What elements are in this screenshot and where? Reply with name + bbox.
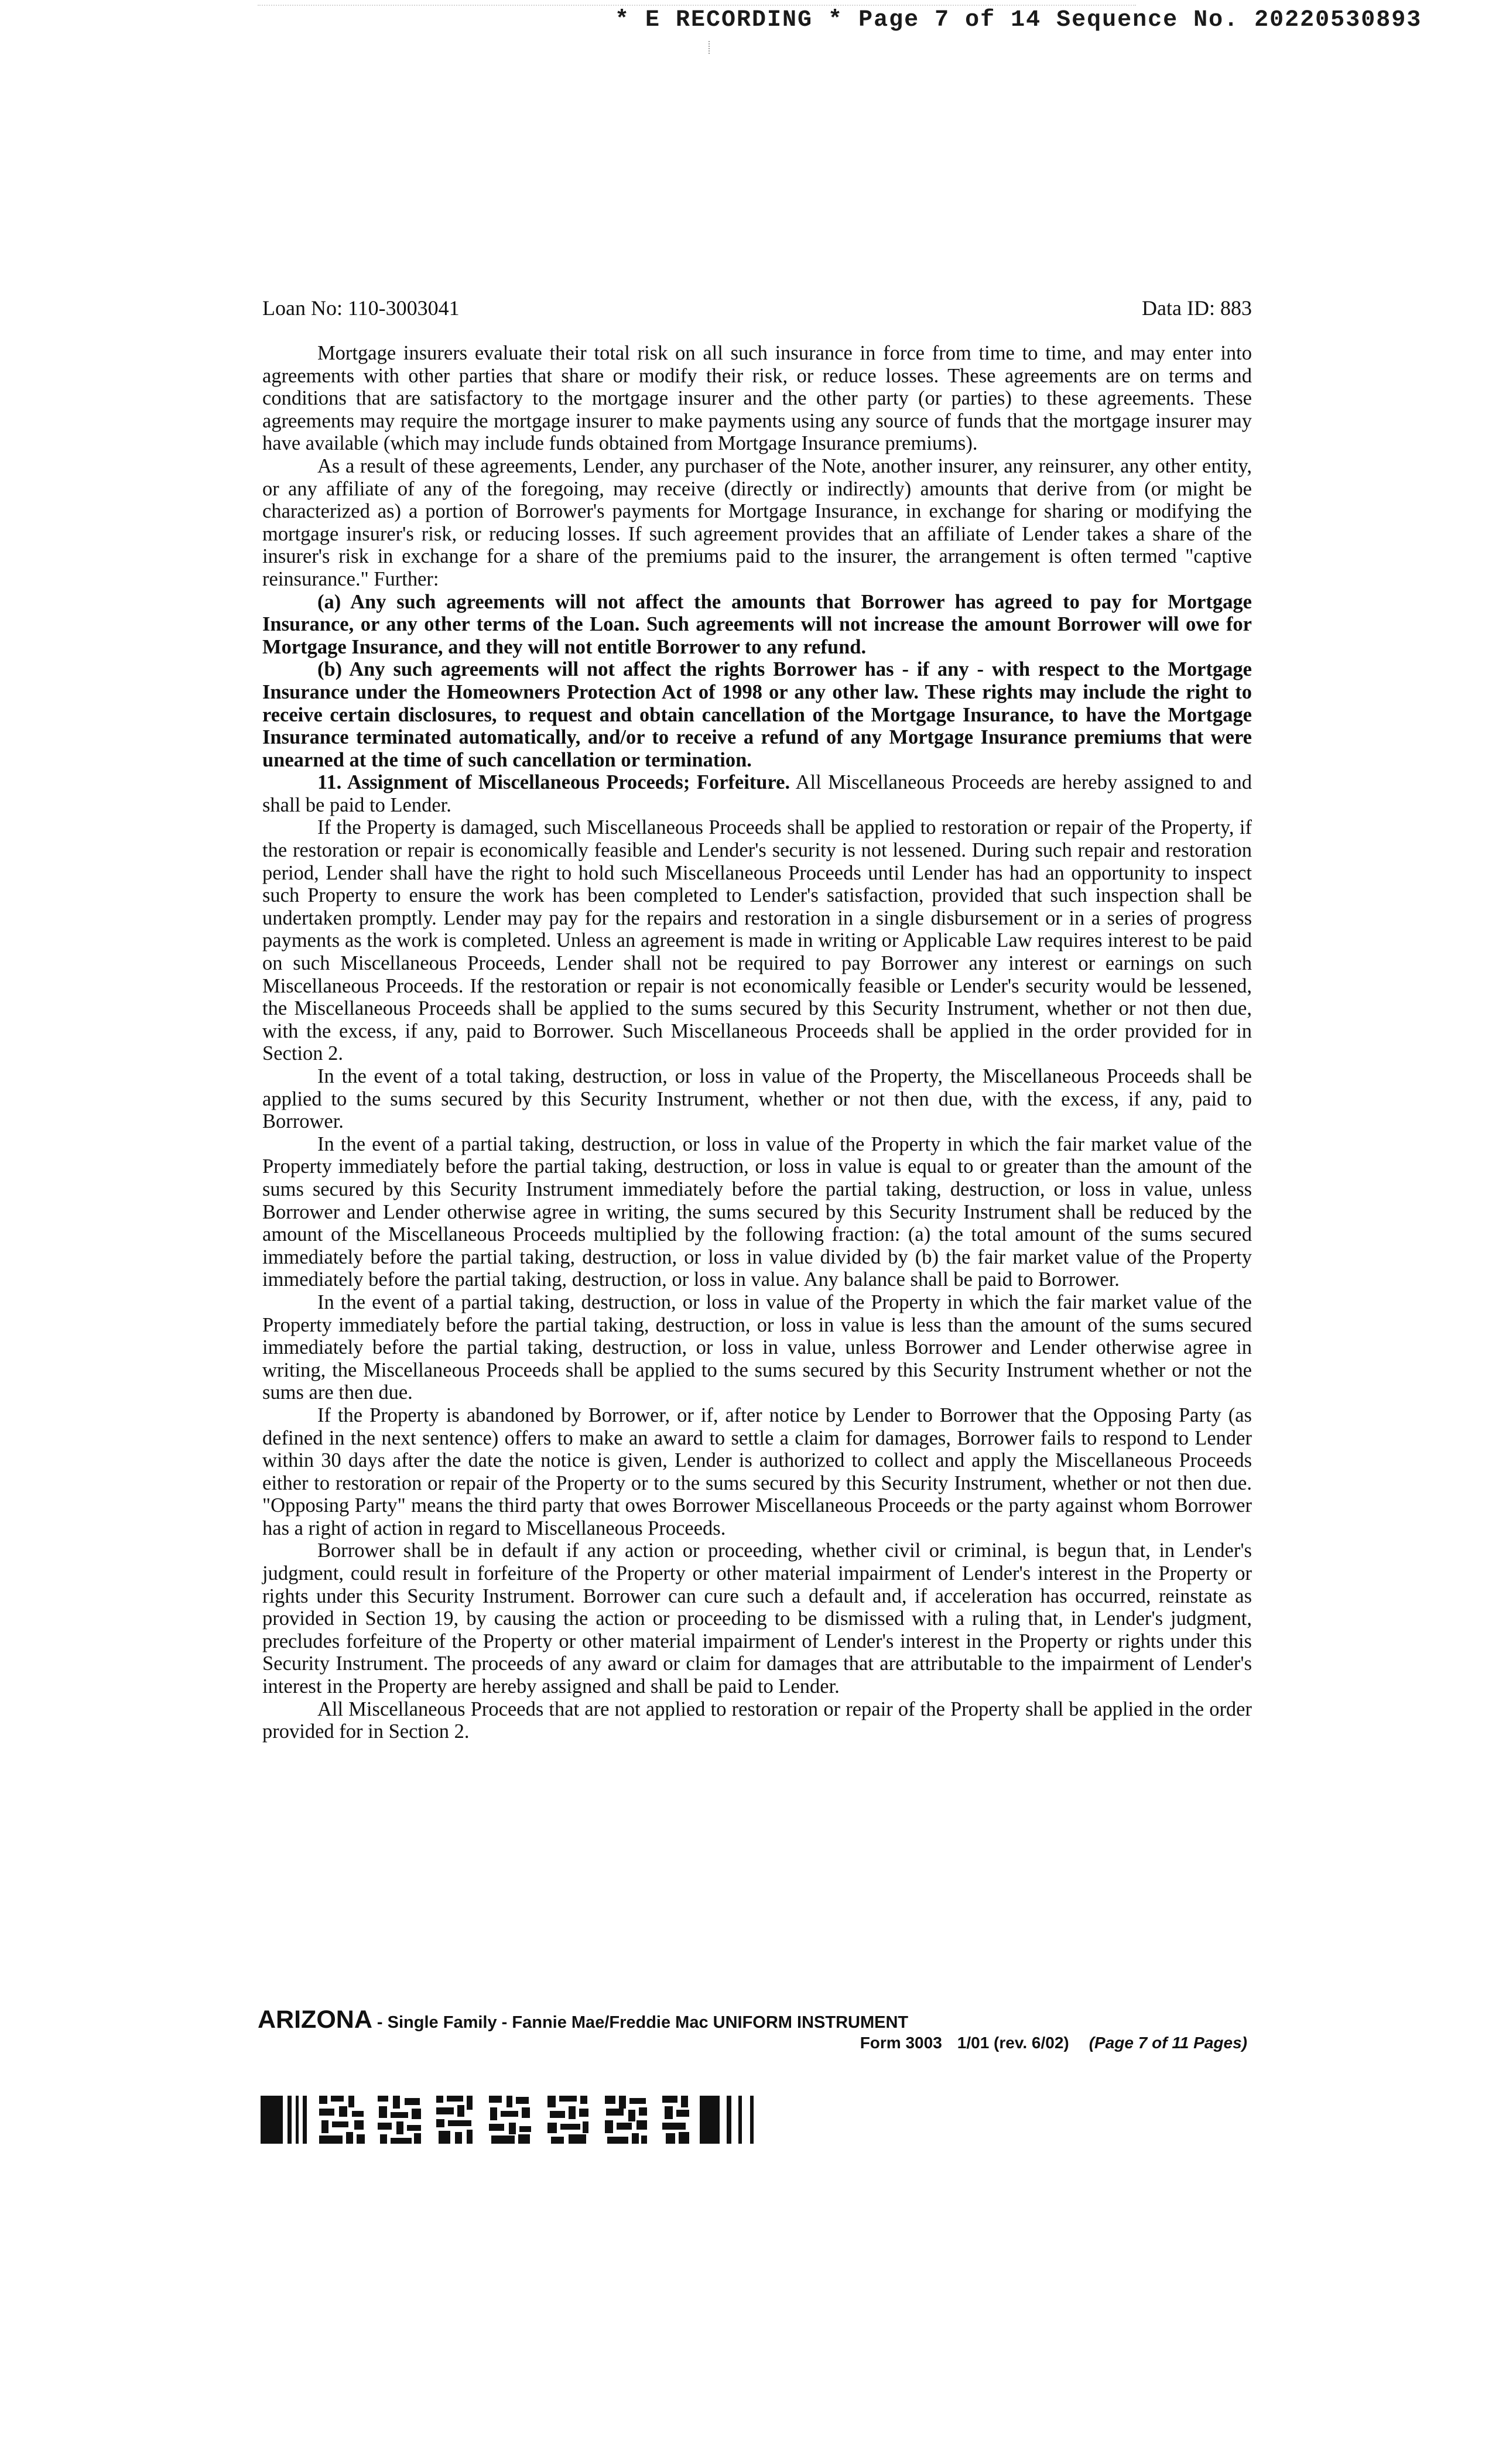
state-name: ARIZONA <box>258 2006 372 2034</box>
recording-stamp: * E RECORDING * Page 7 of 14 Sequence No. 20220530893 <box>615 7 1422 33</box>
form-info <box>860 2034 1247 2052</box>
form-title <box>258 2006 908 2034</box>
paragraph: Borrower shall be in default if any action or proceeding, whether civil or criminal, is begun that, in Lender's judgment, could result in forfeiture of the Property or other material impairment of Lender's interest in the Property or rights under this Security Instrument. Borrower can cure such a default and, if acceleration has occurred, reinstate as provided in Section 19, by causing the action or proceeding to be dismissed with a ruling that, in Lender's judgment, precludes forfeiture of the Property or other material impairment of Lender's interest in the Property or rights under this Security Instrument. The proceeds of any award or claim for damages that are attributable to the impairment of Lender's interest in the Property are hereby assigned and shall be paid to Lender. <box>262 1539 1252 1698</box>
paragraph: (b) Any such agreements will not affect the rights Borrower has - if any - with respect to the Mortgage Insurance under the Homeowners Protection Act of 1998 or any other law. These rights may include the right to receive certain disclosures, to request and obtain cancellation of the Mortgage Insurance, to have the Mortgage Insurance terminated automatically, and/or to receive a refund of any Mortgage Insurance premiums that were unearned at the time of such cancellation or termination. <box>262 658 1252 771</box>
instrument-name: Fannie Mae/Freddie Mac UNIFORM INSTRUMENT <box>512 2013 909 2032</box>
paragraph: In the event of a partial taking, destruction, or loss in value of the Property in which the fair market value of the Property immediately before the partial taking, destruction, or loss in value is less than the amount of the sums secured immediately before the partial taking, destruction, or loss in value, unless Borrower and Lender otherwise agree in writing, the Miscellaneous Proceeds shall be applied to the sums secured by this Security Instrument whether or not the sums are then due. <box>262 1291 1252 1404</box>
section-title: 11. Assignment of Miscellaneous Proceeds; Forfeiture. <box>317 771 790 794</box>
page-count: (Page 7 of 11 Pages) <box>1089 2034 1247 2052</box>
family-type: Single Family <box>387 2013 497 2032</box>
form-number: Form 3003 <box>860 2034 942 2052</box>
loan-number: Loan No: 110-3003041 <box>262 296 460 320</box>
paragraph: All Miscellaneous Proceeds that are not applied to restoration or repair of the Property shall be applied in the order provided for in Section 2. <box>262 1698 1252 1743</box>
scan-artifact <box>709 41 714 54</box>
data-id: Data ID: 883 <box>1142 296 1252 320</box>
paragraph: Mortgage insurers evaluate their total risk on all such insurance in force from time to time, and may enter into agreements with other parties that share or modify their risk, or reduce losses. These agreements are on terms and conditions that are satisfactory to the mortgage insurer and the other party (or parties) to these agreements. These agreements may require the mortgage insurer to make payments using any source of funds that the mortgage insurer may have available (which may include funds obtained from Mortgage Insurance premiums). <box>262 342 1252 455</box>
paragraph: In the event of a partial taking, destruction, or loss in value of the Property in which the fair market value of the Property immediately before the partial taking, destruction, or loss in value is equal to or greater than the amount of the sums secured by this Security Instrument immediately before the partial taking, destruction, or loss in value, unless Borrower and Lender otherwise agree in writing, the sums secured by this Security Instrument shall be reduced by the amount of the Miscellaneous Proceeds multiplied by the following fraction: (a) the total amount of the sums secured immediately before the partial taking, destruction, or loss in value divided by (b) the fair market value of the Property immediately before the partial taking, destruction, or loss in value. Any balance shall be paid to Borrower. <box>262 1132 1252 1291</box>
form-footer <box>258 2006 1253 2058</box>
separator: - <box>497 2013 512 2032</box>
paragraph: If the Property is abandoned by Borrower, or if, after notice by Lender to Borrower that the Opposing Party (as defined in the next sentence) offers to make an award to settle a claim for damages, Borrower fails to respond to Lender within 30 days after the date the notice is given, Lender is authorized to collect and apply the Miscellaneous Proceeds either to restoration or repair of the Property or to the sums secured by this Security Instrument, whether or not then due. "Opposing Party" means the third party that owes Borrower Miscellaneous Proceeds or the party against whom Borrower has a right of action in regard to Miscellaneous Proceeds. <box>262 1404 1252 1539</box>
document-body <box>262 342 1252 1743</box>
separator: - <box>372 2013 388 2032</box>
barcode-icon <box>261 2093 796 2146</box>
document-meta <box>262 296 1252 325</box>
paragraph: As a result of these agreements, Lender, any purchaser of the Note, another insurer, any reinsurer, any other entity, or any affiliate of any of the foregoing, may receive (directly or indirectly) amounts that derive from (or might be characterized as) a portion of Borrower's payments for Mortgage Insurance, in exchange for sharing or modifying the mortgage insurer's risk, or reducing losses. If such agreement provides that an affiliate of Lender takes a share of the insurer's risk in exchange for a share of the premiums paid to the insurer, the arrangement is often termed "captive reinsurance." Further: <box>262 454 1252 590</box>
paragraph: If the Property is damaged, such Miscellaneous Proceeds shall be applied to restoration or repair of the Property, if the restoration or repair is economically feasible and Lender's security is not lessened. During such repair and restoration period, Lender shall have the right to hold such Miscellaneous Proceeds until Lender has had an opportunity to inspect such Property to ensure the work has been completed to Lender's satisfaction, provided that such inspection shall be undertaken promptly. Lender may pay for the repairs and restoration in a single disbursement or in a series of progress payments as the work is completed. Unless an agreement is made in writing or Applicable Law requires interest to be paid on such Miscellaneous Proceeds, Lender shall not be required to pay Borrower any interest or earnings on such Miscellaneous Proceeds. If the restoration or repair is not economically feasible or Lender's security would be lessened, the Miscellaneous Proceeds shall be applied to the sums secured by this Security Instrument, whether or not then due, with the excess, if any, paid to Borrower. Such Miscellaneous Proceeds shall be applied in the order provided for in Section 2. <box>262 816 1252 1065</box>
paragraph: (a) Any such agreements will not affect the amounts that Borrower has agreed to pay for Mortgage Insurance, or any other terms of the Loan. Such agreements will not increase the amount Borrower will owe for Mortgage Insurance, and they will not entitle Borrower to any refund. <box>262 590 1252 658</box>
section-11-paragraph <box>262 771 1252 816</box>
paragraph: In the event of a total taking, destruction, or loss in value of the Property, the Miscellaneous Proceeds shall be applied to the sums secured by this Security Instrument, whether or not then due, with the excess, if any, paid to Borrower. <box>262 1065 1252 1133</box>
form-date: 1/01 (rev. 6/02) <box>957 2034 1069 2052</box>
section-text: All Miscellaneous Proceeds are hereby assigned to and shall be paid to Lender. <box>262 771 1252 816</box>
